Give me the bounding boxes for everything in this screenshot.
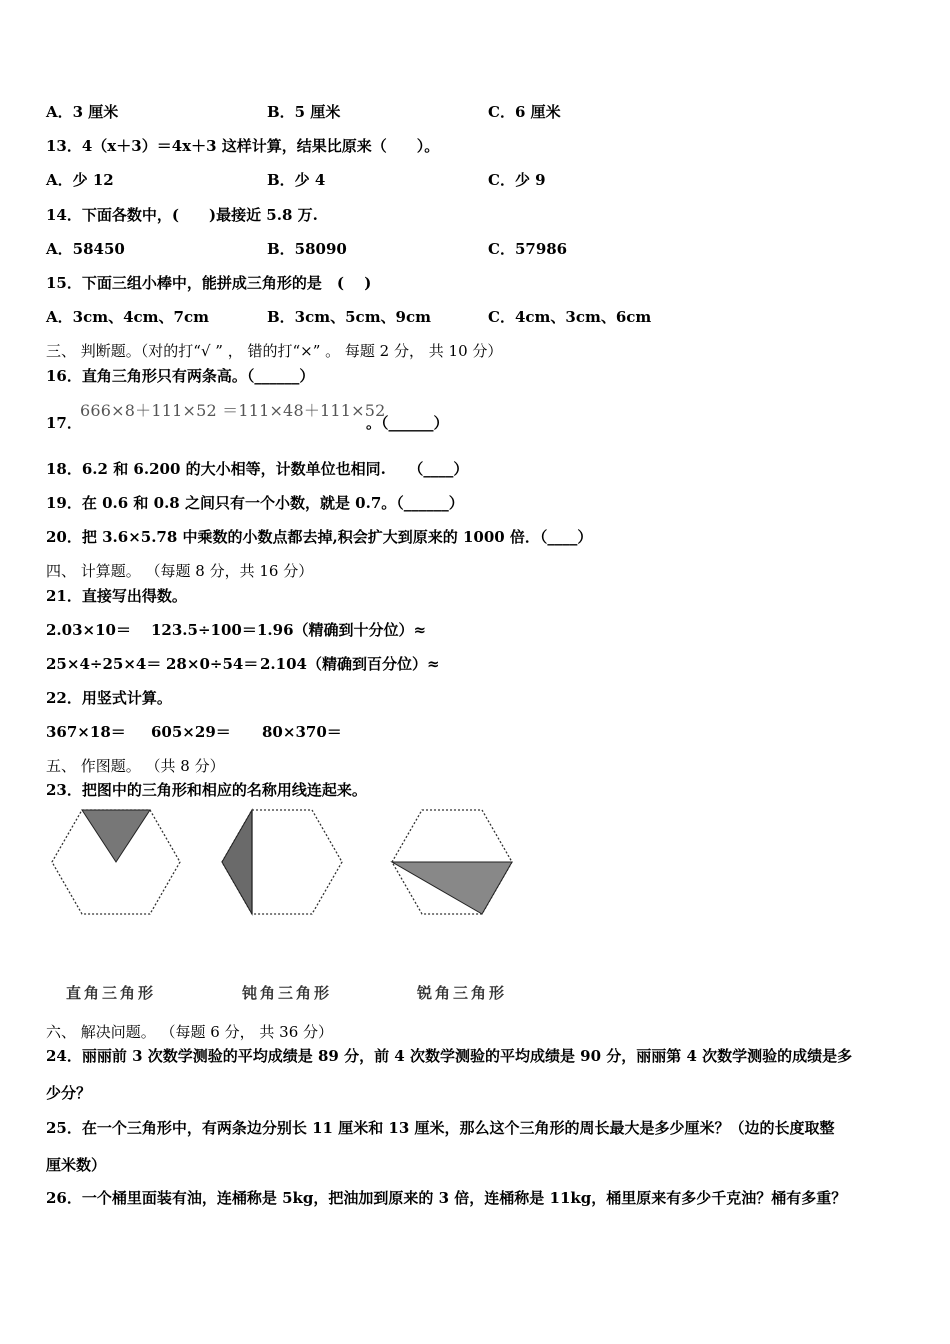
- q14-stem: 14．下面各数中，( )最接近 5.8 万.: [46, 206, 318, 224]
- q23-stem: 23．把图中的三角形和相应的名称用线连起来。: [46, 781, 367, 799]
- q15-option-c: C．4cm、3cm、6cm: [488, 308, 652, 326]
- q20-text: 20．把 3.6×5.78 中乘数的小数点都去掉,积会扩大到原来的 1000 倍．（____）: [46, 528, 593, 546]
- q16-text: 16．直角三角形只有两条高。（______）: [46, 367, 315, 385]
- q17-answer-blank: 。（______）: [366, 414, 449, 432]
- q14-option-a: A．58450: [46, 240, 125, 258]
- q13-option-c: C．少 9: [488, 171, 546, 189]
- q21-row1-item3: 1.96（精确到十分位）≈: [257, 621, 427, 639]
- q14-option-b: B．58090: [267, 240, 347, 258]
- q22-item3: 80×370＝: [262, 723, 342, 741]
- label-obtuse-triangle: 钝角三角形: [242, 984, 333, 1002]
- label-acute-triangle: 锐角三角形: [417, 984, 508, 1002]
- section-4-title: 四、 计算题。 （每题 8 分，共 16 分）: [46, 562, 314, 580]
- q13-option-b: B．少 4: [267, 171, 326, 189]
- shaded-triangle-2: [222, 810, 252, 914]
- hexagon-figure-2: [220, 808, 344, 918]
- q17-formula: 666×8＋111×52 ＝111×48＋111×52: [80, 401, 386, 420]
- section-3-title: 三、 判断题。（对的打“√ ” ， 错的打“×” 。 每题 2 分， 共 10 分）: [46, 342, 503, 360]
- q24-line2: 少分？: [46, 1084, 92, 1102]
- q26-text: 26．一个桶里面装有油，连桶称是 5kg，把油加到原来的 3 倍，连桶称是 11kg，桶里原来有多少千克油？桶有多重？: [46, 1189, 847, 1207]
- q12-option-c: C．6 厘米: [488, 103, 561, 121]
- q17-number: 17．: [46, 414, 82, 432]
- q24-line1: 24．丽丽前 3 次数学测验的平均成绩是 89 分，前 4 次数学测验的平均成绩是 90 分，丽丽第 4 次数学测验的成绩是多: [46, 1047, 853, 1065]
- q25-line2: 厘米数）: [46, 1156, 107, 1174]
- q18-text: 18．6.2 和 6.200 的大小相等，计数单位也相同. （____）: [46, 460, 469, 478]
- q21-row1-item2: 123.5÷100＝: [151, 621, 257, 639]
- q15-option-b: B．3cm、5cm、9cm: [267, 308, 432, 326]
- q21-row2-item2: 28×0÷54＝: [166, 655, 259, 673]
- q13-stem: 13．4（x＋3）＝4x＋3 这样计算，结果比原来（ ）。: [46, 137, 440, 155]
- q22-stem: 22．用竖式计算。: [46, 689, 172, 707]
- q21-stem: 21．直接写出得数。: [46, 587, 187, 605]
- q13-option-a: A．少 12: [46, 171, 114, 189]
- q19-text: 19．在 0.6 和 0.8 之间只有一个小数，就是 0.7。（______）: [46, 494, 464, 512]
- q21-row2-item3: 2.104（精确到百分位）≈: [260, 655, 440, 673]
- shaded-triangle-3: [392, 862, 512, 914]
- label-right-triangle: 直角三角形: [66, 984, 157, 1002]
- q25-line1: 25．在一个三角形中，有两条边分别长 11 厘米和 13 厘米，那么这个三角形的周长最大是多少厘米？（边的长度取整: [46, 1119, 835, 1137]
- q22-item1: 367×18＝: [46, 723, 126, 741]
- q15-option-a: A．3cm、4cm、7cm: [46, 308, 209, 326]
- hexagon-figure-1: [50, 808, 182, 918]
- hexagon-figure-3: [390, 808, 514, 918]
- q15-stem: 15．下面三组小棒中，能拼成三角形的是 ( ): [46, 274, 372, 292]
- q12-option-a: A．3 厘米: [46, 103, 119, 121]
- q21-row2-item1: 25×4÷25×4＝: [46, 655, 162, 673]
- q12-option-b: B．5 厘米: [267, 103, 341, 121]
- q22-item2: 605×29＝: [151, 723, 231, 741]
- q14-option-c: C．57986: [488, 240, 568, 258]
- q21-row1-item1: 2.03×10＝: [46, 621, 131, 639]
- section-5-title: 五、 作图题。 （共 8 分）: [46, 757, 225, 775]
- shaded-triangle-1: [82, 810, 150, 862]
- section-6-title: 六、 解决问题。 （每题 6 分， 共 36 分）: [46, 1023, 334, 1041]
